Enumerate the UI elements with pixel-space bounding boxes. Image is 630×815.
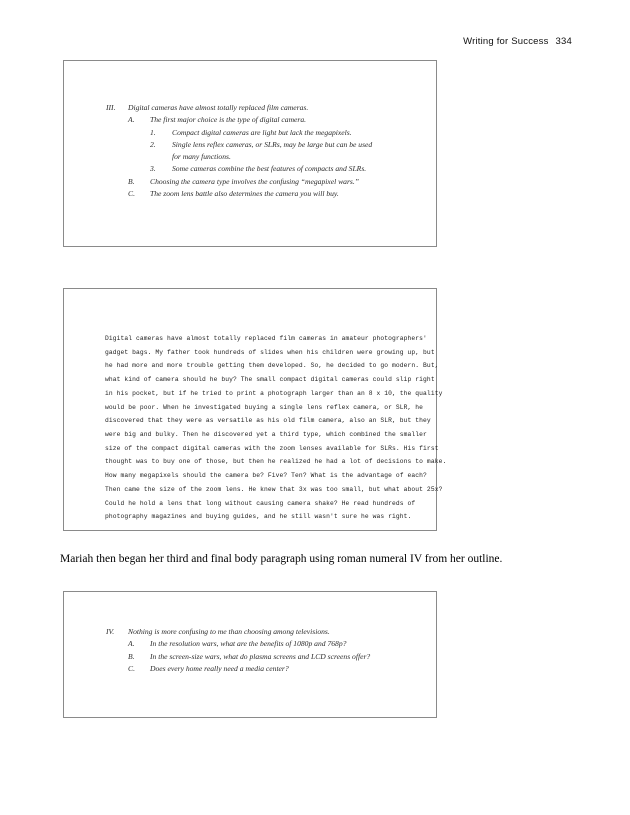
outline-item-label: Nothing is more confusing to me than choosing among televisions. bbox=[128, 627, 330, 636]
paragraph-line: thought was to buy one of those, but then he realized he had a lot of decisions to make. bbox=[105, 458, 447, 466]
outline-item bbox=[64, 151, 436, 163]
outline-section-three-box bbox=[63, 60, 437, 247]
outline-item-label: The zoom lens battle also determines the camera you will buy. bbox=[150, 189, 339, 199]
paragraph-line: in his pocket, but if he tried to print a photograph larger than an 8 x 10, the quality bbox=[105, 389, 443, 397]
paragraph-line: he had more and more trouble getting them developed. So, he decided to go modern. But, bbox=[105, 362, 439, 370]
outline-item-label: Choosing the camera type involves the confusing “megapixel wars.” bbox=[150, 176, 360, 186]
paragraph-text bbox=[105, 332, 447, 524]
outline-section-four-box bbox=[63, 591, 437, 718]
outline-item bbox=[64, 651, 436, 663]
outline-item-marker: 1. bbox=[150, 127, 156, 137]
outline-item-marker: IV. bbox=[106, 627, 115, 636]
paragraph-line: Digital cameras have almost totally replaced film cameras in amateur photographers' bbox=[105, 335, 427, 342]
outline-item-marker: C. bbox=[128, 663, 135, 673]
outline-item bbox=[64, 139, 436, 151]
outline-item-marker: III. bbox=[106, 103, 116, 112]
outline-four-list bbox=[64, 626, 436, 675]
outline-item-label: Does every home really need a media center? bbox=[150, 663, 289, 673]
outline-item-marker: B. bbox=[128, 651, 135, 661]
outline-item-marker: C. bbox=[128, 189, 135, 199]
paragraph-line: discovered that they were as versatile as his old film camera, also an SLR, but they bbox=[105, 417, 431, 425]
outline-item-label: In the screen-size wars, what do plasma screens and LCD screens offer? bbox=[150, 651, 371, 661]
outline-item-marker: B. bbox=[128, 176, 135, 186]
paragraph-line: gadget bags. My father took hundreds of slides when his children were growing up, but bbox=[105, 348, 435, 356]
caption-text: Mariah then began her third and final body paragraph using roman numeral IV from her outline. bbox=[60, 553, 503, 565]
outline-item-label: Single lens reflex cameras, or SLRs, may be large but can be used bbox=[172, 139, 373, 149]
outline-item-marker: A. bbox=[128, 639, 135, 649]
outline-item bbox=[64, 638, 436, 650]
paragraph-line: Could he hold a lens that long without causing camera shake? He read hundreds of bbox=[105, 499, 416, 507]
paragraph-line: photography magazines and buying guides, and he still wasn't sure he was right. bbox=[105, 513, 412, 521]
outline-item-label: The first major choice is the type of digital camera. bbox=[150, 115, 307, 125]
paragraph-line: How many megapixels should the camera be? Five? Ten? What is the advantage of each? bbox=[105, 472, 427, 480]
outline-three-list bbox=[64, 102, 436, 200]
outline-item bbox=[64, 188, 436, 200]
outline-item bbox=[64, 663, 436, 675]
outline-item bbox=[64, 163, 436, 175]
paragraph-line: were big and bulky. Then he discovered yet a third type, which combined the smaller bbox=[105, 431, 427, 439]
paragraph-draft-box bbox=[63, 288, 447, 531]
paragraph-line: size of the compact digital cameras with the zoom lenses available for SLRs. His first bbox=[105, 444, 439, 452]
outline-item-continuation: for many functions. bbox=[172, 152, 231, 162]
outline-item-label: Some cameras combine the best features of compacts and SLRs. bbox=[172, 164, 367, 174]
paragraph-line: Then came the size of the zoom lens. He knew that 3x was too small, but what about 25x? bbox=[105, 485, 443, 493]
outline-item-label: In the resolution wars, what are the benefits of 1080p and 768p? bbox=[150, 639, 347, 649]
outline-item bbox=[64, 114, 436, 126]
outline-item-label: Compact digital cameras are light but lack the megapixels. bbox=[172, 127, 352, 137]
page-header bbox=[463, 36, 572, 47]
paragraph-line: what kind of camera should he buy? The small compact digital cameras could slip right bbox=[105, 376, 435, 384]
outline-item-marker: 3. bbox=[150, 164, 156, 174]
outline-item bbox=[64, 626, 436, 638]
book-title: Writing for Success bbox=[463, 36, 549, 47]
outline-item bbox=[64, 127, 436, 139]
page-number: 334 bbox=[555, 36, 572, 47]
outline-item-label: Digital cameras have almost totally replaced film cameras. bbox=[128, 103, 309, 112]
outline-item-marker: A. bbox=[128, 115, 135, 125]
paragraph-line: would be poor. When he investigated buying a single lens reflex camera, or SLR, he bbox=[105, 403, 424, 411]
outline-item-marker: 2. bbox=[150, 139, 156, 149]
outline-item bbox=[64, 102, 436, 114]
outline-item bbox=[64, 176, 436, 188]
